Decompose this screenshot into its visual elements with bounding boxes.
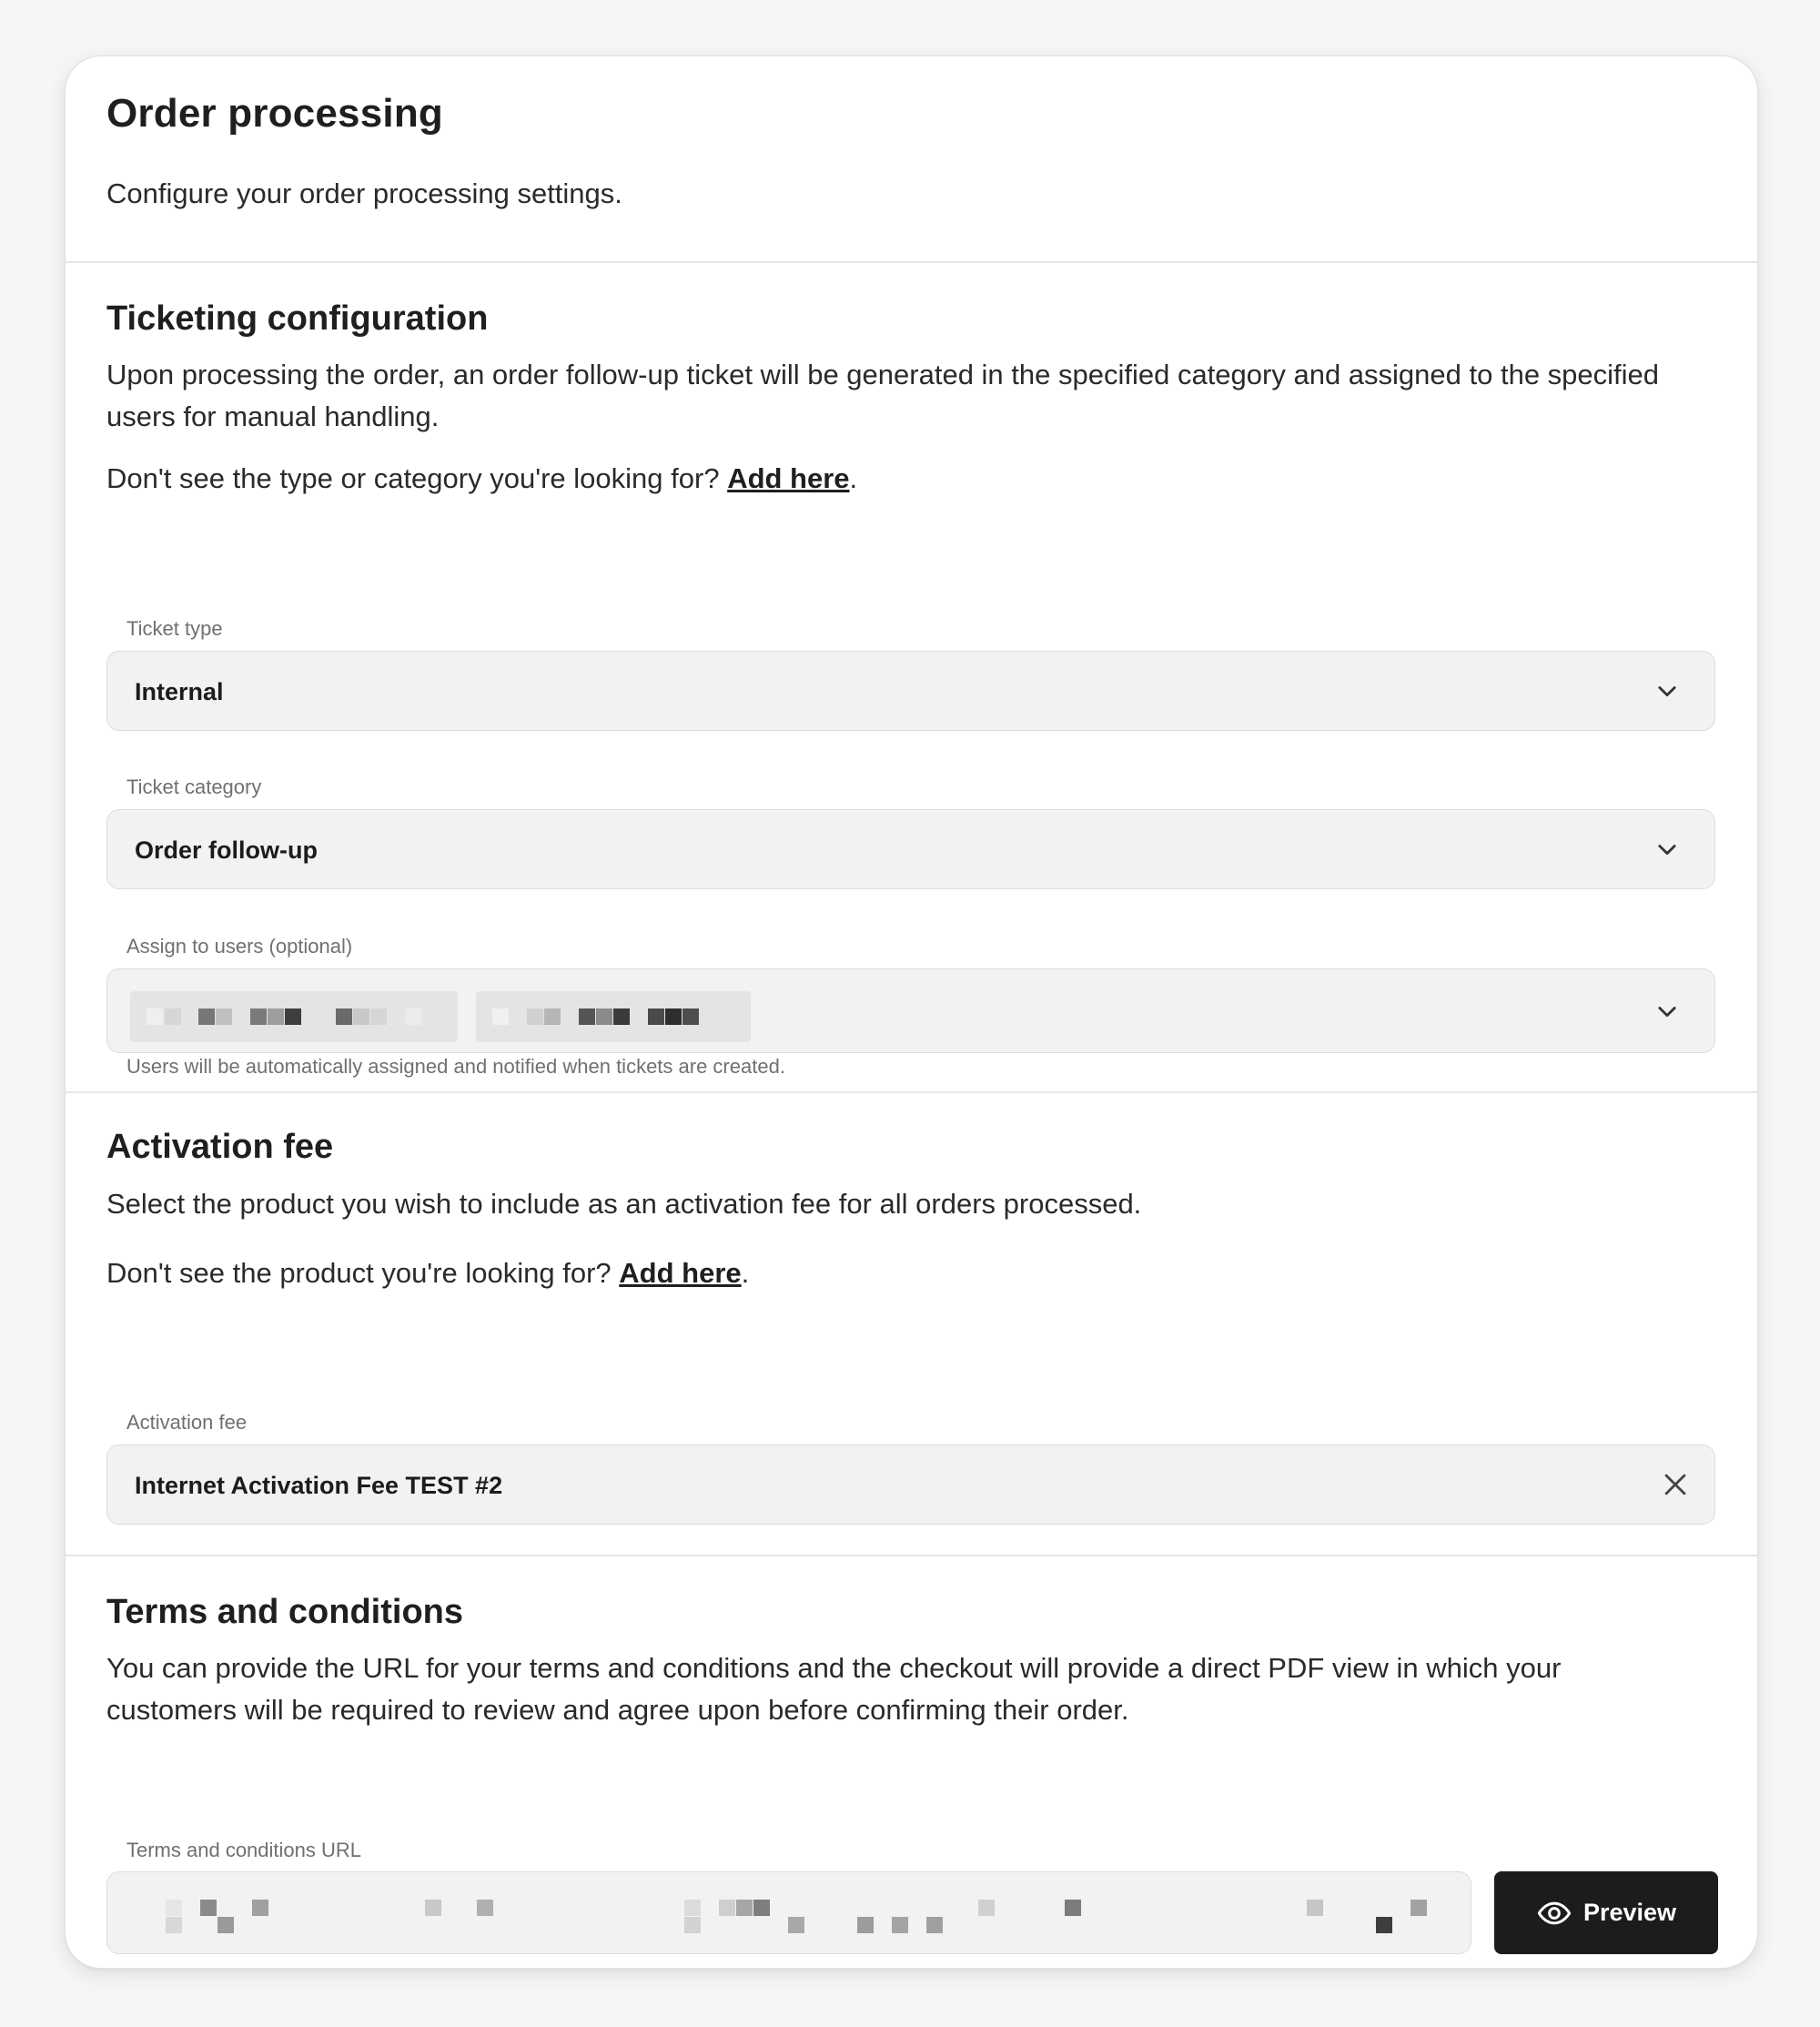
header-section <box>66 56 1757 263</box>
terms-section <box>66 1556 1757 1968</box>
ticketing-missing-text <box>106 458 1690 500</box>
activation-fee-section <box>66 1093 1757 1556</box>
terms-description: You can provide the URL for your terms and conditions and the checkout will provide a direct PDF view in which your customers will be required to review and agree upon before confirming their order. <box>106 1652 1562 1726</box>
ticketing-missing-period: . <box>849 462 858 494</box>
ticket-category-label: Ticket category <box>126 775 262 798</box>
chevron-down-icon <box>1654 998 1680 1024</box>
chevron-down-icon <box>1654 678 1680 704</box>
ticketing-add-link[interactable]: Add here <box>727 462 850 494</box>
user-chip[interactable] <box>130 991 458 1042</box>
chevron-down-icon <box>1654 836 1680 862</box>
activation-fee-missing-period: . <box>741 1257 750 1289</box>
activation-fee-missing-prefix: Don't see the product you're looking for? <box>106 1257 612 1289</box>
eye-icon <box>1536 1895 1572 1931</box>
assign-users-select[interactable] <box>106 968 1715 1053</box>
ticket-category-select[interactable] <box>106 809 1715 889</box>
ticket-type-value: Internal <box>135 678 224 705</box>
order-processing-card <box>65 56 1758 1969</box>
close-icon[interactable] <box>1660 1469 1691 1500</box>
terms-url-label: Terms and conditions URL <box>126 1839 362 1861</box>
activation-fee-missing-text <box>106 1252 1690 1294</box>
activation-fee-description: Select the product you wish to include as an activation fee for all orders processed. <box>106 1188 1142 1220</box>
ticket-type-select[interactable] <box>106 651 1715 731</box>
assign-users-hint: Users will be automatically assigned and notified when tickets are created. <box>126 1055 785 1078</box>
page-subtitle: Configure your order processing settings. <box>106 177 622 209</box>
page-title: Order processing <box>106 91 443 136</box>
activation-fee-select[interactable] <box>106 1444 1715 1525</box>
ticketing-description: Upon processing the order, an order follow-up ticket will be generated in the specified category and assigned to the specified users for manual handling. <box>106 359 1660 432</box>
ticketing-missing-prefix: Don't see the type or category you're looking for? <box>106 462 720 494</box>
ticketing-section <box>66 263 1757 1093</box>
assign-users-label: Assign to users (optional) <box>126 935 353 958</box>
ticket-type-label: Ticket type <box>126 617 223 640</box>
ticket-category-value: Order follow-up <box>135 836 318 864</box>
activation-fee-title: Activation fee <box>106 1128 334 1166</box>
ticketing-title: Ticketing configuration <box>106 299 489 338</box>
user-chip[interactable] <box>476 991 751 1042</box>
activation-fee-value: Internet Activation Fee TEST #2 <box>135 1472 503 1499</box>
activation-fee-add-link[interactable]: Add here <box>619 1257 742 1289</box>
terms-title: Terms and conditions <box>106 1593 464 1631</box>
activation-fee-label: Activation fee <box>126 1411 248 1434</box>
preview-button[interactable] <box>1494 1871 1718 1954</box>
preview-button-label: Preview <box>1582 1899 1677 1926</box>
terms-url-input[interactable] <box>106 1871 1471 1954</box>
